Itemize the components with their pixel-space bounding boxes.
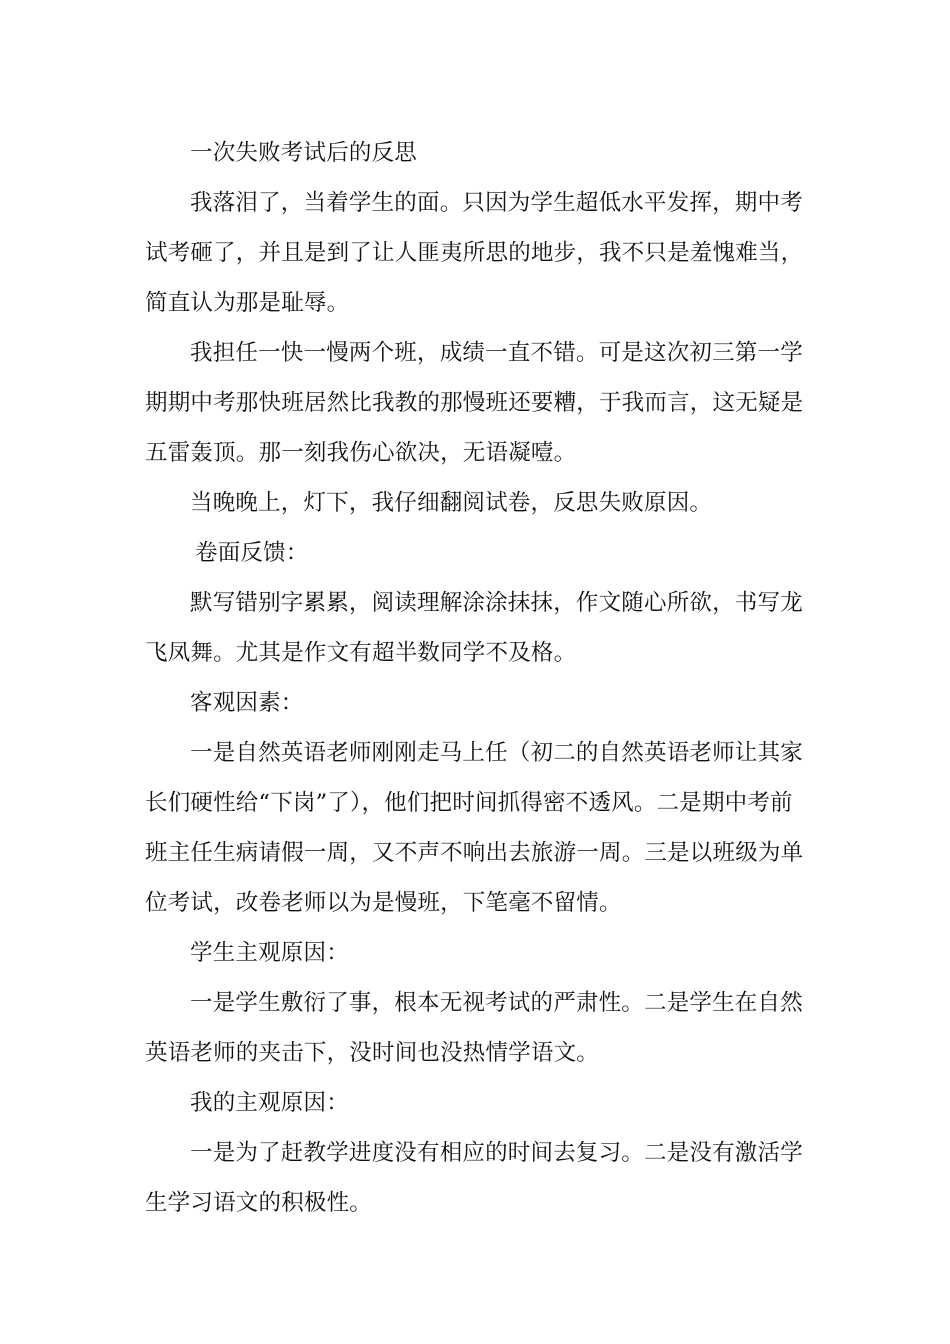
document-title: 一次失败考试后的反思 — [190, 140, 418, 166]
section-heading-student-subjective-reasons: 学生主观原因： — [190, 940, 349, 966]
paragraph-6: 一是学生敷衍了事，根本无视考试的严肃性。二是学生在自然英语老师的夹击下，没时间也没热情学语文。 — [145, 990, 803, 1066]
paragraph-5: 一是自然英语老师刚刚走马上任（初二的自然英语老师让其家长们硬性给“下岗”了），他们把时间抓得密不透风。二是期中考前班主任生病请假一周，又不声不响出去旅游一周。三是以班级为单位考试，改卷老师以为是慢班，下笔毫不留情。 — [145, 740, 804, 916]
document-body — [145, 128, 807, 1228]
paragraph-1: 我落泪了，当着学生的面。只因为学生超低水平发挥，期中考试考砸了，并且是到了让人匪夷所思的地步，我不只是羞愧难当，简直认为那是耻辱。 — [145, 190, 804, 316]
section-heading-my-subjective-reasons: 我的主观原因： — [190, 1090, 349, 1116]
paragraph-7: 一是为了赶教学进度没有相应的时间去复习。二是没有激活学生学习语文的积极性。 — [145, 1140, 803, 1216]
paragraph-2: 我担任一快一慢两个班，成绩一直不错。可是这次初三第一学期期中考那快班居然比我教的那慢班还要糟，于我而言，这无疑是五雷轰顶。那一刻我伤心欲决，无语凝噎。 — [145, 340, 804, 466]
paragraph-4: 默写错别字累累，阅读理解涂涂抹抹，作文随心所欲，书写龙飞凤舞。尤其是作文有超半数同学不及格。 — [145, 590, 803, 666]
section-heading-paper-feedback: 卷面反馈： — [195, 540, 309, 566]
paragraph-3: 当晚晚上，灯下，我仔细翻阅试卷，反思失败原因。 — [190, 490, 713, 516]
section-heading-objective-factors: 客观因素： — [190, 690, 304, 716]
